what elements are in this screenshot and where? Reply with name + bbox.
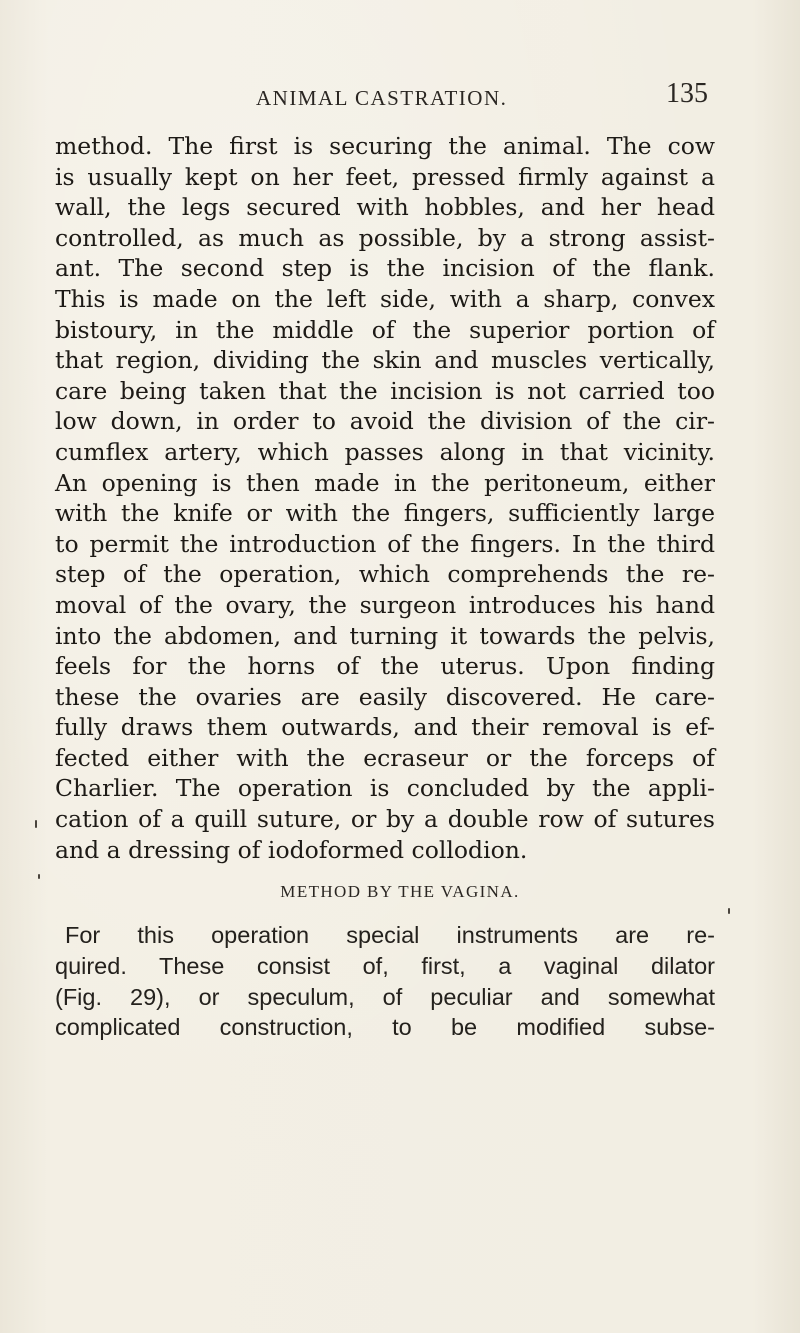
paragraph-vagina-method xyxy=(55,920,715,1043)
text-line: controlled, as much as possible, by a strong assist- xyxy=(55,223,715,252)
margin-speck xyxy=(728,908,730,914)
section-heading: METHOD BY THE VAGINA. xyxy=(280,882,520,901)
paragraph-castration-method xyxy=(55,131,715,865)
text-line: into the abdomen, and turning it towards the pelvis, xyxy=(55,621,715,650)
margin-speck xyxy=(35,820,37,828)
text-line: complicated construction, to be modified subse- xyxy=(55,1014,715,1041)
text-line: method. The first is securing the animal. The cow xyxy=(55,132,715,160)
text-line: step of the operation, which comprehends the re- xyxy=(55,560,715,589)
text-line: quired. These consist of, first, a vaginal dilator xyxy=(55,952,715,979)
text-line: that region, dividing the skin and muscles vertically, xyxy=(55,346,715,375)
text-line: This is made on the left side, with a sharp, convex xyxy=(55,284,715,313)
text-line: to permit the introduction of the fingers. In the third xyxy=(55,529,715,558)
text-line: is usually kept on her feet, pressed firmly against a xyxy=(55,162,715,191)
text-line: low down, in order to avoid the division of the cir- xyxy=(55,407,715,436)
running-title: ANIMAL CASTRATION. xyxy=(256,86,508,110)
text-line: care being taken that the incision is not carried too xyxy=(55,376,715,405)
text-line: bistoury, in the middle of the superior portion of xyxy=(55,315,715,344)
text-line: and a dressing of iodoformed collodion. xyxy=(55,835,528,864)
text-line: fully draws them outwards, and their removal is ef- xyxy=(55,713,715,742)
text-line: cumflex artery, which passes along in that vicinity. xyxy=(55,437,715,466)
text-line: ant. The second step is the incision of the flank. xyxy=(55,254,715,283)
text-line: Charlier. The operation is concluded by the appli- xyxy=(55,774,715,803)
text-line: (Fig. 29), or speculum, of peculiar and somewhat xyxy=(55,983,715,1010)
text-line: feels for the horns of the uterus. Upon finding xyxy=(55,652,715,681)
text-line: For this operation special instruments are re- xyxy=(65,922,715,948)
text-line: wall, the legs secured with hobbles, and her head xyxy=(55,193,715,222)
text-line: fected either with the ecraseur or the forceps of xyxy=(55,743,715,772)
text-line: these the ovaries are easily discovered. He care- xyxy=(55,682,715,711)
text-line: cation of a quill suture, or by a double row of sutures xyxy=(55,805,715,834)
text-line: An opening is then made in the peritoneum, either xyxy=(55,468,715,497)
page-number: 135 xyxy=(666,78,708,109)
text-line: with the knife or with the fingers, sufficiently large xyxy=(55,499,715,528)
text-line: moval of the ovary, the surgeon introduces his hand xyxy=(55,590,715,619)
margin-speck xyxy=(38,874,40,879)
